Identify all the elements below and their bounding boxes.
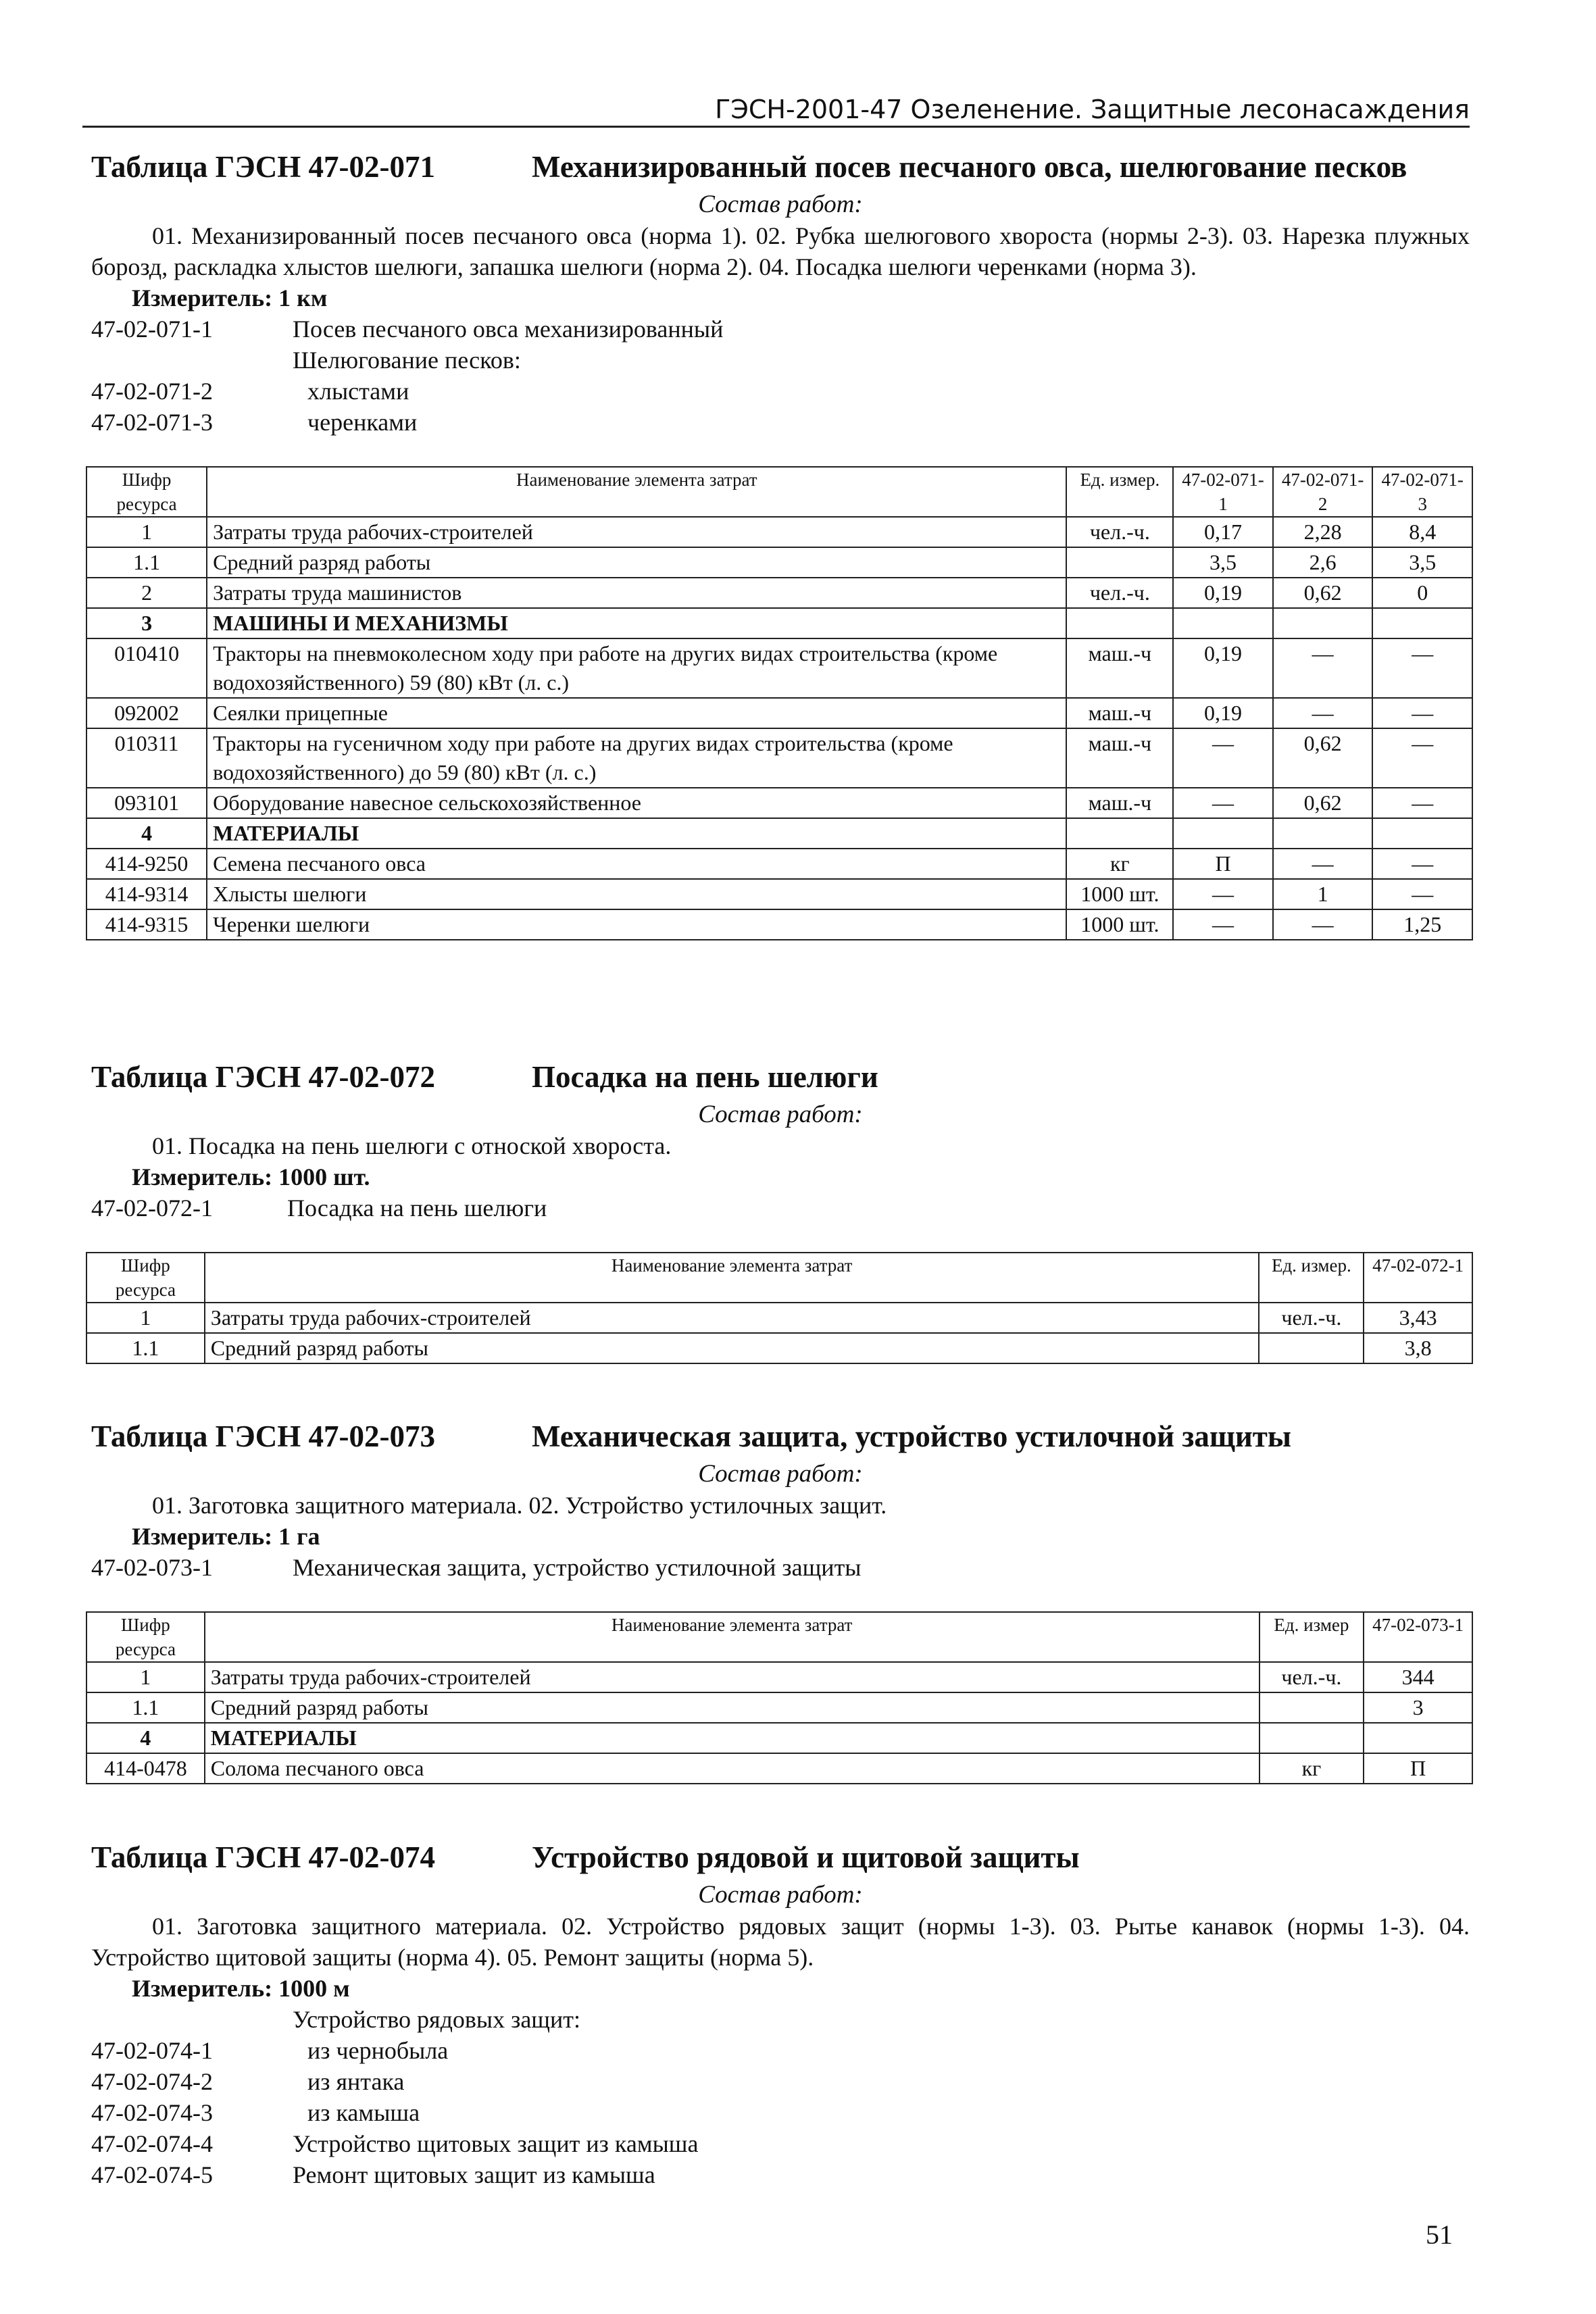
cell <box>1173 818 1273 849</box>
cell: 0,19 <box>1173 698 1273 728</box>
norm-desc: из камыша <box>307 2099 420 2126</box>
cell: 414-9315 <box>86 909 207 940</box>
table-row <box>86 608 1472 638</box>
cell: — <box>1372 788 1472 818</box>
norm-code: 47-02-074-2 <box>91 2068 213 2095</box>
norm-desc: Шелюгование песков: <box>293 347 521 374</box>
measure-value: 1 га <box>278 1523 320 1550</box>
norm-row <box>91 1552 1473 1583</box>
norm-row <box>91 2159 1470 2190</box>
resource-table <box>86 1252 1473 1364</box>
cell: маш.-ч <box>1066 698 1173 728</box>
table-row <box>86 728 1472 788</box>
cell: 093101 <box>86 788 207 818</box>
header-cell: Шифр ресурса <box>86 1612 205 1662</box>
norm-row <box>91 345 1473 376</box>
header-cell: 47-02-073-1 <box>1364 1612 1472 1662</box>
norm-desc: Ремонт щитовых защит из камыша <box>293 2161 655 2188</box>
cell <box>1372 818 1472 849</box>
norm-desc: Устройство щитовых защит из камыша <box>293 2130 699 2157</box>
sostav-label: Состав работ: <box>698 1101 863 1128</box>
cell: Солома песчаного овса <box>205 1753 1260 1784</box>
norm-row <box>91 376 1473 407</box>
header-cell: 47-02-072-1 <box>1364 1253 1472 1303</box>
table-row <box>86 879 1472 909</box>
cell: 010311 <box>86 728 207 788</box>
norm-code: 47-02-071-3 <box>91 409 213 436</box>
norm-code <box>91 2004 293 2035</box>
cell <box>1273 608 1373 638</box>
work-description: 01. Заготовка защитного материала. 02. Устройство рядовых защит (нормы 1-3). 03. Рытье канавок (нормы 1-3). 04. Устройство щитовой защиты (норма 4). 05. Ремонт защиты (норма 5). <box>91 1913 1470 1971</box>
cell: 4 <box>86 818 207 849</box>
norm-code: 47-02-074-1 <box>91 2037 213 2064</box>
cell: — <box>1372 728 1472 788</box>
cell: МАТЕРИАЛЫ <box>207 818 1066 849</box>
measure <box>132 1161 1473 1192</box>
cell: Затраты труда рабочих-строителей <box>205 1303 1260 1333</box>
cell: — <box>1372 849 1472 879</box>
cell: 3,8 <box>1364 1333 1472 1363</box>
norm-row <box>91 1192 1473 1224</box>
cell <box>1372 608 1472 638</box>
table-name: Устройство рядовой и щитовой защиты <box>532 1840 1080 1874</box>
cell: 3,5 <box>1173 547 1273 578</box>
cell <box>1273 818 1373 849</box>
header-cell: Наименование элемента затрат <box>205 1253 1260 1303</box>
cell: — <box>1173 728 1273 788</box>
table-name: Посадка на пень шелюги <box>532 1060 878 1094</box>
table-header-row <box>86 1612 1472 1662</box>
norm-code: 47-02-073-1 <box>91 1554 213 1581</box>
cell: Средний разряд работы <box>207 547 1066 578</box>
cell: 414-9314 <box>86 879 207 909</box>
cell: 2,6 <box>1273 547 1373 578</box>
norm-desc: Механическая защита, устройство устилочной защиты <box>293 1554 862 1581</box>
measure-value: 1000 шт. <box>278 1163 370 1190</box>
sostav-label: Состав работ: <box>698 1460 863 1488</box>
sostav-label: Состав работ: <box>698 191 863 218</box>
cell: 1.1 <box>86 547 207 578</box>
norm-row <box>91 313 1473 345</box>
cell: кг <box>1260 1753 1364 1784</box>
work-description: 01. Заготовка защитного материала. 02. Устройство устилочных защит. <box>152 1492 887 1519</box>
section-47-02-073 <box>91 1417 1473 1784</box>
cell: 1 <box>1273 879 1373 909</box>
norm-desc: из чернобыла <box>307 2037 449 2064</box>
table-row <box>86 517 1472 547</box>
table-code: Таблица ГЭСН 47-02-072 <box>91 1060 435 1094</box>
header-cell: 47-02-071-3 <box>1372 467 1472 517</box>
measure <box>132 1521 1473 1552</box>
cell: 4 <box>86 1723 205 1753</box>
work-description: 01. Механизированный посев песчаного овса (норма 1). 02. Рубка шелюгового хвороста (нормы 2-3). 03. Нарезка плужных борозд, раскладка хлыстов шелюги, запашка шелюги (норма 2). 04. Посадка шелюги черенками (норма 3). <box>91 222 1470 280</box>
cell: 1,25 <box>1372 909 1472 940</box>
measure-label: Измеритель: <box>132 1163 273 1190</box>
cell: 1.1 <box>86 1333 205 1363</box>
header-cell: 47-02-071-1 <box>1173 467 1273 517</box>
header-cell: Ед. измер. <box>1259 1253 1364 1303</box>
norm-code: 47-02-074-4 <box>91 2130 213 2157</box>
table-row <box>86 1303 1472 1333</box>
cell: Черенки шелюги <box>207 909 1066 940</box>
norm-desc: черенками <box>307 409 418 436</box>
cell <box>1259 1333 1364 1363</box>
cell: 0,17 <box>1173 517 1273 547</box>
table-name: Механизированный посев песчаного овса, шелюгование песков <box>532 150 1407 184</box>
norm-code: 47-02-074-3 <box>91 2099 213 2126</box>
header-cell: Шифр ресурса <box>86 1253 205 1303</box>
cell: 0,19 <box>1173 578 1273 608</box>
cell: 2 <box>86 578 207 608</box>
table-code: Таблица ГЭСН 47-02-071 <box>91 150 435 184</box>
norm-row <box>91 2035 1470 2066</box>
cell: чел.-ч. <box>1066 578 1173 608</box>
measure-label: Измеритель: <box>132 284 273 311</box>
table-row <box>86 788 1472 818</box>
table-row <box>86 578 1472 608</box>
cell: — <box>1372 638 1472 698</box>
cell <box>1066 818 1173 849</box>
cell: — <box>1173 909 1273 940</box>
cell: 1 <box>86 517 207 547</box>
cell: 8,4 <box>1372 517 1472 547</box>
cell: — <box>1372 879 1472 909</box>
measure-value: 1 км <box>278 284 328 311</box>
norm-desc: из янтака <box>307 2068 405 2095</box>
cell: Средний разряд работы <box>205 1333 1260 1363</box>
cell <box>1066 608 1173 638</box>
cell: Затраты труда рабочих-строителей <box>207 517 1066 547</box>
measure-label: Измеритель: <box>132 1975 273 2002</box>
norm-code: 47-02-071-1 <box>91 316 213 343</box>
norms-list <box>91 2004 1470 2190</box>
cell: 344 <box>1364 1662 1472 1692</box>
cell: 3 <box>86 608 207 638</box>
measure-value: 1000 м <box>278 1975 350 2002</box>
norm-row <box>91 2004 1470 2035</box>
cell: П <box>1364 1753 1472 1784</box>
cell: Средний разряд работы <box>205 1692 1260 1723</box>
cell: Оборудование навесное сельскохозяйственное <box>207 788 1066 818</box>
cell: 3 <box>1364 1692 1472 1723</box>
section-47-02-071 <box>91 147 1473 940</box>
norm-desc: Устройство рядовых защит: <box>293 2006 581 2033</box>
cell: П <box>1173 849 1273 879</box>
cell <box>1260 1692 1364 1723</box>
measure-label: Измеритель: <box>132 1523 273 1550</box>
table-row <box>86 1692 1472 1723</box>
cell: 0,62 <box>1273 728 1373 788</box>
section-47-02-074 <box>91 1838 1470 2190</box>
table-code: Таблица ГЭСН 47-02-074 <box>91 1840 435 1874</box>
header-cell: Ед. измер <box>1260 1612 1364 1662</box>
section-47-02-072 <box>91 1057 1473 1364</box>
cell: — <box>1273 849 1373 879</box>
table-row <box>86 547 1472 578</box>
norm-row <box>91 2097 1470 2128</box>
cell: Семена песчаного овса <box>207 849 1066 879</box>
cell: маш.-ч <box>1066 788 1173 818</box>
table-row <box>86 698 1472 728</box>
work-description: 01. Посадка на пень шелюги с отноской хвороста. <box>152 1132 672 1159</box>
page-header: ГЭСН-2001-47 Озеленение. Защитные лесонасаждения <box>82 93 1470 128</box>
measure <box>132 282 1473 313</box>
resource-table <box>86 466 1473 940</box>
cell <box>1173 608 1273 638</box>
table-row <box>86 818 1472 849</box>
header-cell: 47-02-071-2 <box>1273 467 1373 517</box>
cell: чел.-ч. <box>1066 517 1173 547</box>
cell: Сеялки прицепные <box>207 698 1066 728</box>
table-code: Таблица ГЭСН 47-02-073 <box>91 1419 435 1453</box>
cell: чел.-ч. <box>1260 1662 1364 1692</box>
cell: МАТЕРИАЛЫ <box>205 1723 1260 1753</box>
cell: — <box>1273 909 1373 940</box>
resource-table <box>86 1611 1473 1784</box>
cell <box>1066 547 1173 578</box>
norm-desc: Посадка на пень шелюги <box>287 1194 547 1222</box>
table-header-row <box>86 467 1472 517</box>
cell <box>1364 1723 1472 1753</box>
cell <box>1260 1723 1364 1753</box>
cell: маш.-ч <box>1066 638 1173 698</box>
header-cell: Наименование элемента затрат <box>207 467 1066 517</box>
table-row <box>86 1333 1472 1363</box>
header-cell: Наименование элемента затрат <box>205 1612 1260 1662</box>
cell: кг <box>1066 849 1173 879</box>
cell: 1.1 <box>86 1692 205 1723</box>
cell: 0 <box>1372 578 1472 608</box>
cell: Хлысты шелюги <box>207 879 1066 909</box>
norm-desc: Посев песчаного овса механизированный <box>293 316 724 343</box>
cell: 0,19 <box>1173 638 1273 698</box>
table-row <box>86 909 1472 940</box>
norm-code: 47-02-074-5 <box>91 2161 213 2188</box>
cell: Тракторы на пневмоколесном ходу при работе на других видах строительства (кроме водохозяйственного) 59 (80) кВт (л. с.) <box>207 638 1066 698</box>
page-number: 51 <box>1426 2219 1453 2250</box>
cell: — <box>1372 698 1472 728</box>
cell: — <box>1173 879 1273 909</box>
cell: 2,28 <box>1273 517 1373 547</box>
table-row <box>86 1662 1472 1692</box>
cell: 3,43 <box>1364 1303 1472 1333</box>
cell: 010410 <box>86 638 207 698</box>
cell: 1000 шт. <box>1066 879 1173 909</box>
table-row <box>86 1723 1472 1753</box>
cell: Затраты труда рабочих-строителей <box>205 1662 1260 1692</box>
norms-list <box>91 313 1473 438</box>
cell: 414-0478 <box>86 1753 205 1784</box>
table-row <box>86 849 1472 879</box>
cell: 1 <box>86 1662 205 1692</box>
norm-desc: хлыстами <box>307 378 409 405</box>
cell: 0,62 <box>1273 578 1373 608</box>
table-header-row <box>86 1253 1472 1303</box>
cell: МАШИНЫ И МЕХАНИЗМЫ <box>207 608 1066 638</box>
cell: маш.-ч <box>1066 728 1173 788</box>
sostav-label: Состав работ: <box>698 1881 863 1909</box>
measure <box>132 1973 1470 2004</box>
cell: 1000 шт. <box>1066 909 1173 940</box>
table-row <box>86 638 1472 698</box>
cell: Тракторы на гусеничном ходу при работе на других видах строительства (кроме водохозяйственного) до 59 (80) кВт (л. с.) <box>207 728 1066 788</box>
norm-row <box>91 407 1473 438</box>
table-name: Механическая защита, устройство устилочной защиты <box>532 1419 1292 1453</box>
cell: 0,62 <box>1273 788 1373 818</box>
cell: чел.-ч. <box>1259 1303 1364 1333</box>
cell: — <box>1273 638 1373 698</box>
cell: 414-9250 <box>86 849 207 879</box>
norm-row <box>91 2066 1470 2097</box>
cell: 092002 <box>86 698 207 728</box>
cell: Затраты труда машинистов <box>207 578 1066 608</box>
cell: 3,5 <box>1372 547 1472 578</box>
header-cell: Ед. измер. <box>1066 467 1173 517</box>
norm-code <box>91 345 293 376</box>
table-row <box>86 1753 1472 1784</box>
cell: — <box>1273 698 1373 728</box>
cell: — <box>1173 788 1273 818</box>
header-cell: Шифр ресурса <box>86 467 207 517</box>
norm-row <box>91 2128 1470 2159</box>
norm-code: 47-02-071-2 <box>91 378 213 405</box>
cell: 1 <box>86 1303 205 1333</box>
norm-code: 47-02-072-1 <box>91 1194 213 1222</box>
